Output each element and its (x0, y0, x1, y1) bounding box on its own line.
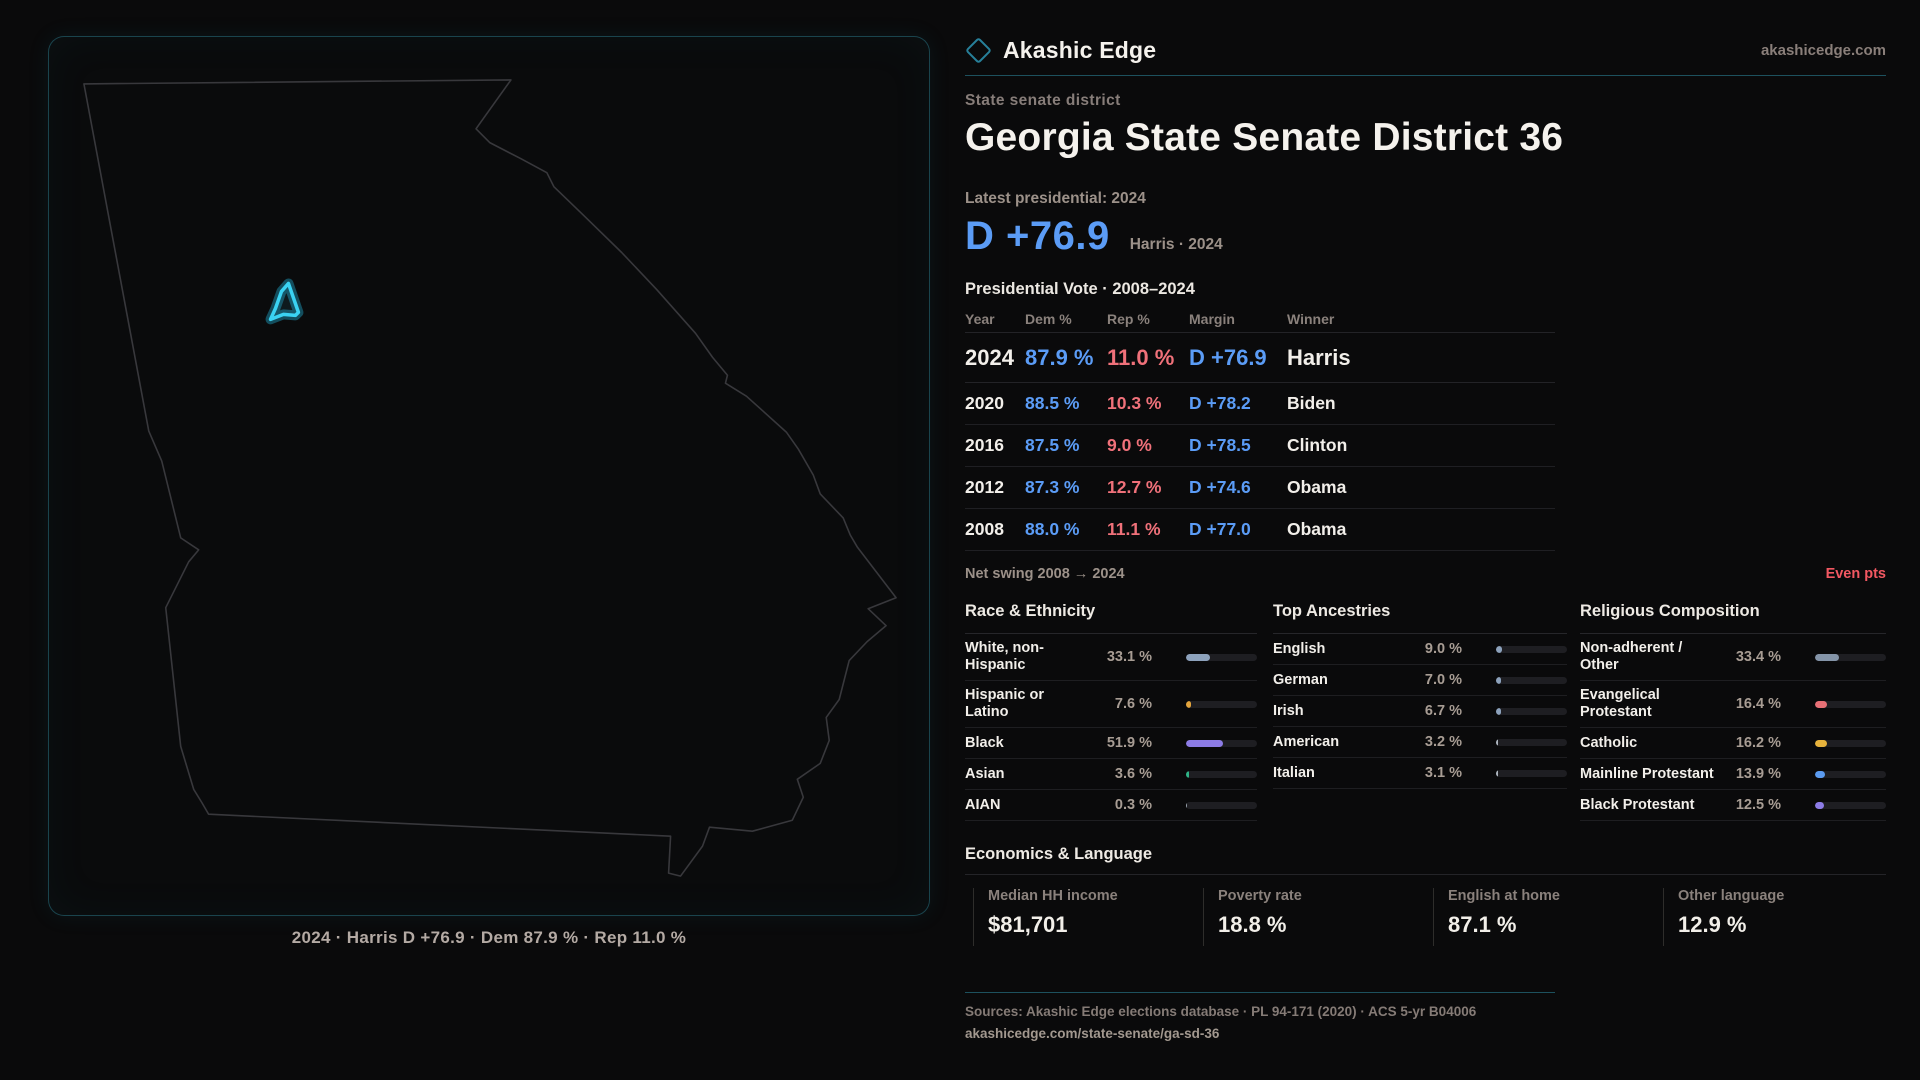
brand-name: Akashic Edge (1003, 37, 1157, 63)
stat-bar (1496, 646, 1567, 653)
top-ancestries-column (1273, 602, 1567, 789)
col-margin: Margin (1189, 311, 1235, 327)
list-item: Non-adherent / Other 33.4 % (1580, 634, 1886, 681)
section-title: Religious Composition (1580, 602, 1886, 634)
col-rep: Rep % (1107, 311, 1150, 327)
race-ethnicity-column (965, 602, 1257, 821)
table-header-row (965, 306, 1555, 333)
religious-composition-column (1580, 602, 1886, 821)
stat-english-at-home: English at home 87.1 % (1433, 888, 1663, 946)
stat-bar (1496, 770, 1567, 777)
net-swing-label: Net swing 2008 → 2024 (965, 566, 1125, 582)
latest-margin-detail: Harris · 2024 (1129, 236, 1223, 253)
site-link[interactable]: akashicedge.com (1760, 42, 1886, 59)
stat-bar (1815, 740, 1886, 747)
table-row: 2020 88.5 % 10.3 % D +78.2 Biden (965, 383, 1555, 425)
detail-panel (965, 0, 1886, 1080)
table-row: 2012 87.3 % 12.7 % D +74.6 Obama (965, 467, 1555, 509)
list-item: Italian 3.1 % (1273, 758, 1567, 789)
stat-bar (1186, 740, 1257, 747)
stat-bar (1815, 802, 1886, 809)
economics-title: Economics & Language (965, 845, 1153, 863)
stat-poverty-rate: Poverty rate 18.8 % (1203, 888, 1433, 946)
list-item: German 7.0 % (1273, 665, 1567, 696)
sources-line: Sources: Akashic Edge elections database · PL 94-171 (2020) · ACS 5-yr B04006 (965, 1004, 1477, 1019)
list-item: Asian 3.6 % (965, 759, 1257, 790)
stat-bar (1496, 708, 1567, 715)
stat-bar (1186, 654, 1257, 661)
stat-bar (1496, 739, 1567, 746)
sources-divider (965, 992, 1555, 993)
list-item: Evangelical Protestant 16.4 % (1580, 681, 1886, 728)
section-title: Top Ancestries (1273, 602, 1567, 634)
map-panel (48, 36, 930, 916)
brand-diamond-icon (965, 37, 992, 64)
economics-divider (965, 874, 1886, 875)
stat-bar (1815, 701, 1886, 708)
pres-vote-title: Presidential Vote · 2008–2024 (965, 280, 1195, 298)
stat-median-hh-income: Median HH income $81,701 (973, 888, 1203, 946)
stat-bar (1186, 802, 1257, 809)
header (965, 30, 1886, 76)
stat-bar (1815, 771, 1886, 778)
section-title: Race & Ethnicity (965, 602, 1257, 634)
stat-other-language: Other language 12.9 % (1663, 888, 1893, 946)
list-item: Irish 6.7 % (1273, 696, 1567, 727)
table-row: 2016 87.5 % 9.0 % D +78.5 Clinton (965, 425, 1555, 467)
latest-margin-row (965, 214, 1223, 259)
list-item: Hispanic or Latino 7.6 % (965, 681, 1257, 728)
col-winner: Winner (1287, 311, 1335, 327)
stat-bar (1496, 677, 1567, 684)
latest-presidential-label: Latest presidential: 2024 (965, 190, 1146, 207)
district-type-kicker: State senate district (965, 92, 1121, 109)
map-caption: 2024 · Harris D +76.9 · Dem 87.9 % · Rep 11.0 % (291, 928, 687, 947)
list-item: AIAN 0.3 % (965, 790, 1257, 821)
table-row: 2008 88.0 % 11.1 % D +77.0 Obama (965, 509, 1555, 551)
list-item: American 3.2 % (1273, 727, 1567, 758)
georgia-outline (84, 80, 896, 876)
col-dem: Dem % (1025, 311, 1072, 327)
economics-stats (973, 888, 1893, 946)
stat-bar (1815, 654, 1886, 661)
list-item: English 9.0 % (1273, 634, 1567, 665)
list-item: Catholic 16.2 % (1580, 728, 1886, 759)
latest-margin-value: D +76.9 (965, 214, 1110, 258)
permalink[interactable]: akashicedge.com/state-senate/ga-sd-36 (965, 1026, 1220, 1041)
net-swing-value: Even pts (1825, 566, 1886, 582)
list-item: White, non-Hispanic 33.1 % (965, 634, 1257, 681)
col-year: Year (965, 311, 995, 327)
list-item: Black Protestant 12.5 % (1580, 790, 1886, 821)
stat-bar (1186, 701, 1257, 708)
list-item: Black 51.9 % (965, 728, 1257, 759)
pres-vote-table (965, 306, 1555, 551)
table-row: 2024 87.9 % 11.0 % D +76.9 Harris (965, 333, 1555, 383)
page-title: Georgia State Senate District 36 (965, 116, 1564, 159)
list-item: Mainline Protestant 13.9 % (1580, 759, 1886, 790)
net-swing-row (965, 566, 1886, 582)
stat-bar (1186, 771, 1257, 778)
georgia-state-map (49, 37, 929, 915)
